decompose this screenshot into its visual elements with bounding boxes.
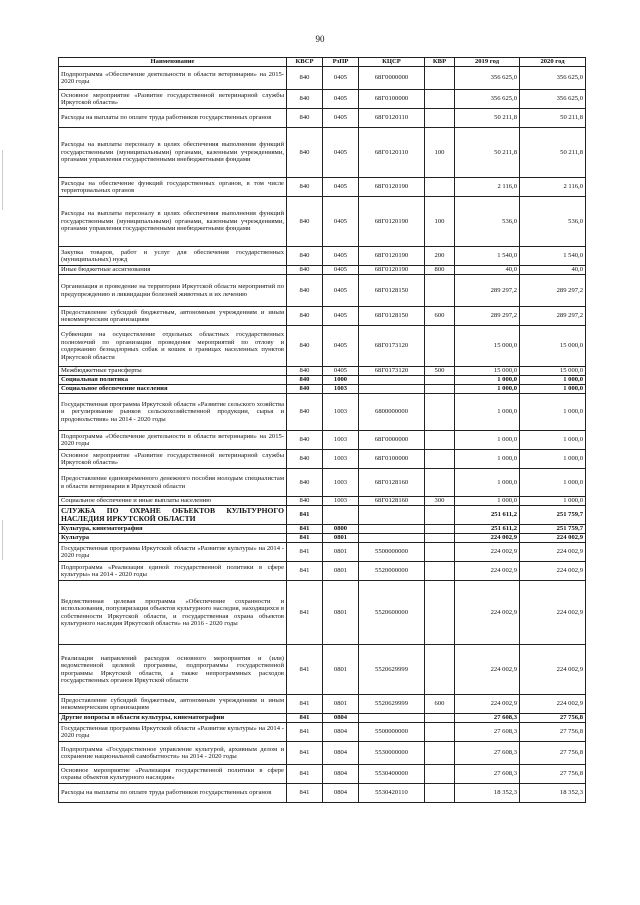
cell-name: Подпрограмма «Государственное управление культурой, архивным делом и сохранение национальной самобытности» на 2014 - 2020 годы [59, 742, 287, 765]
cell-kcsr: 68Г0128160 [359, 497, 425, 506]
cell-kvsr: 840 [287, 376, 323, 385]
cell-kcsr: 68Г0128150 [359, 275, 425, 307]
table-row [59, 784, 586, 803]
cell-rzpr: 0801 [323, 581, 359, 645]
cell-kvsr: 841 [287, 525, 323, 534]
header-rzpr: РзПР [323, 58, 359, 67]
cell-kvr: 100 [425, 197, 455, 247]
cell-rzpr: 0800 [323, 525, 359, 534]
cell-2019: 40,0 [455, 266, 520, 275]
table-row [59, 714, 586, 723]
cell-kcsr: 68Г0120110 [359, 109, 425, 128]
cell-kcsr: 5520629999 [359, 695, 425, 714]
cell-kvsr: 840 [287, 326, 323, 367]
cell-2020: 1 000,0 [520, 394, 586, 431]
cell-rzpr: 0405 [323, 367, 359, 376]
cell-kvr [425, 723, 455, 742]
cell-rzpr: 0804 [323, 714, 359, 723]
cell-kvsr: 840 [287, 367, 323, 376]
cell-kvr [425, 326, 455, 367]
cell-kvr [425, 394, 455, 431]
cell-2019: 50 211,8 [455, 109, 520, 128]
cell-kcsr: 68Г0128160 [359, 469, 425, 497]
cell-rzpr: 0405 [323, 197, 359, 247]
cell-kvr [425, 543, 455, 562]
table-row [59, 497, 586, 506]
table-row [59, 765, 586, 784]
cell-name: Расходы на выплаты по оплате труда работников государственных органов [59, 109, 287, 128]
scan-edge-mark [2, 150, 3, 210]
cell-2020: 27 756,8 [520, 765, 586, 784]
cell-2020: 40,0 [520, 266, 586, 275]
cell-rzpr: 1003 [323, 450, 359, 469]
header-kcsr: КЦСР [359, 58, 425, 67]
table-row [59, 90, 586, 109]
cell-kvr [425, 525, 455, 534]
table-row [59, 376, 586, 385]
cell-2019: 50 211,8 [455, 128, 520, 178]
cell-2020: 1 000,0 [520, 385, 586, 394]
cell-2020: 224 002,9 [520, 543, 586, 562]
cell-kvr [425, 431, 455, 450]
cell-kcsr: 5500000000 [359, 543, 425, 562]
cell-rzpr: 0405 [323, 266, 359, 275]
cell-name: Иные бюджетные ассигнования [59, 266, 287, 275]
cell-2020: 2 116,0 [520, 178, 586, 197]
cell-kvr: 500 [425, 367, 455, 376]
cell-kvsr: 841 [287, 534, 323, 543]
header-name: Наименование [59, 58, 287, 67]
cell-kvr: 200 [425, 247, 455, 266]
cell-name: Расходы на выплаты персоналу в целях обеспечения выполнения функций государственными (муниципальными) органами, казенными учреждениями, органами управления государственными внебюджетными фондами [59, 128, 287, 178]
cell-name: Основное мероприятие «Развитие государственной ветеринарной службы Иркутской области» [59, 90, 287, 109]
cell-rzpr: 0801 [323, 543, 359, 562]
cell-rzpr: 1003 [323, 431, 359, 450]
cell-2020: 27 756,8 [520, 742, 586, 765]
cell-kcsr [359, 506, 425, 525]
cell-2019: 251 611,2 [455, 506, 520, 525]
cell-2020: 1 000,0 [520, 469, 586, 497]
cell-kcsr [359, 525, 425, 534]
cell-kcsr: 68Г0120110 [359, 128, 425, 178]
cell-kvr [425, 534, 455, 543]
table-row [59, 394, 586, 431]
cell-rzpr: 0801 [323, 534, 359, 543]
cell-kvsr: 841 [287, 543, 323, 562]
cell-kcsr: 68Г0120190 [359, 266, 425, 275]
cell-kvsr: 841 [287, 765, 323, 784]
cell-2019: 289 297,2 [455, 275, 520, 307]
cell-rzpr: 0405 [323, 67, 359, 90]
cell-kcsr: 68Г0120190 [359, 197, 425, 247]
cell-2019: 1 000,0 [455, 385, 520, 394]
cell-rzpr: 0405 [323, 128, 359, 178]
cell-name: Основное мероприятие «Реализация государственной политики в сфере охраны объектов культурного наследия» [59, 765, 287, 784]
cell-kvr: 100 [425, 128, 455, 178]
cell-2020: 224 002,9 [520, 534, 586, 543]
cell-2020: 27 756,8 [520, 714, 586, 723]
cell-2020: 50 211,8 [520, 109, 586, 128]
cell-kcsr: 6800000000 [359, 394, 425, 431]
table-row [59, 645, 586, 695]
header-2020: 2020 год [520, 58, 586, 67]
table-row [59, 109, 586, 128]
cell-2020: 15 000,0 [520, 326, 586, 367]
cell-kvr [425, 450, 455, 469]
cell-name: Расходы на выплаты персоналу в целях обеспечения выполнения функций государственными (муниципальными) органами, казенными учреждениями, органами управления государственными внебюджетными фондами [59, 197, 287, 247]
cell-name: Реализация направлений расходов основного мероприятия и (или) ведомственной целевой программы, подпрограммы государственной программы Иркутской области, а также непрограммных расходов государственных органов Иркутской области [59, 645, 287, 695]
cell-kvsr: 841 [287, 506, 323, 525]
cell-kvr [425, 385, 455, 394]
cell-kcsr [359, 385, 425, 394]
cell-kvsr: 840 [287, 266, 323, 275]
table-row [59, 695, 586, 714]
cell-name: Социальная политика [59, 376, 287, 385]
cell-2020: 1 000,0 [520, 497, 586, 506]
cell-2020: 224 002,9 [520, 562, 586, 581]
cell-2020: 50 211,8 [520, 128, 586, 178]
cell-kvsr: 840 [287, 307, 323, 326]
cell-2019: 356 625,0 [455, 90, 520, 109]
header-kvr: КВР [425, 58, 455, 67]
cell-name: Государственная программа Иркутской области «Развитие сельского хозяйства и регулирование рынков сельскохозяйственной продукции, сырья и продовольствия» на 2014 - 2020 годы [59, 394, 287, 431]
cell-kvr: 800 [425, 266, 455, 275]
cell-2019: 251 611,2 [455, 525, 520, 534]
header-2019: 2019 год [455, 58, 520, 67]
table-row [59, 326, 586, 367]
cell-rzpr: 0405 [323, 326, 359, 367]
cell-kvr [425, 784, 455, 803]
cell-2020: 1 000,0 [520, 376, 586, 385]
cell-kvsr: 840 [287, 385, 323, 394]
cell-kvr [425, 67, 455, 90]
table-row [59, 367, 586, 376]
cell-kcsr: 68Г0120190 [359, 247, 425, 266]
cell-rzpr: 0405 [323, 90, 359, 109]
cell-2020: 1 000,0 [520, 450, 586, 469]
cell-rzpr: 1000 [323, 376, 359, 385]
cell-2020: 536,0 [520, 197, 586, 247]
table-row [59, 450, 586, 469]
cell-kvsr: 840 [287, 247, 323, 266]
cell-rzpr: 0405 [323, 247, 359, 266]
table-row [59, 525, 586, 534]
cell-rzpr: 1003 [323, 394, 359, 431]
table-row [59, 543, 586, 562]
cell-2019: 15 000,0 [455, 367, 520, 376]
cell-kvr [425, 469, 455, 497]
cell-kcsr: 5520629999 [359, 645, 425, 695]
cell-kvr [425, 714, 455, 723]
cell-kvr: 600 [425, 695, 455, 714]
cell-rzpr: 0804 [323, 742, 359, 765]
cell-name: Субвенции на осуществление отдельных областных государственных полномочий по организации проведения мероприятий по отлову и содержанию безнадзорных собак и кошек в границах населенных пунктов Иркутской области [59, 326, 287, 367]
cell-name: Социальное обеспечение и иные выплаты населению [59, 497, 287, 506]
cell-2019: 1 000,0 [455, 431, 520, 450]
cell-name: Основное мероприятие «Развитие государственной ветеринарной службы Иркутской области» [59, 450, 287, 469]
cell-kcsr: 68Г0000000 [359, 67, 425, 90]
cell-kcsr: 5530000000 [359, 742, 425, 765]
cell-kcsr: 5530420110 [359, 784, 425, 803]
cell-2019: 1 000,0 [455, 450, 520, 469]
cell-kvsr: 840 [287, 394, 323, 431]
cell-kvsr: 841 [287, 562, 323, 581]
cell-kvr [425, 581, 455, 645]
cell-2019: 289 297,2 [455, 307, 520, 326]
cell-kvsr: 840 [287, 90, 323, 109]
cell-name: Межбюджетные трансферты [59, 367, 287, 376]
table-row [59, 128, 586, 178]
cell-name: Предоставление субсидий бюджетным, автономным учреждениям и иным некоммерческим организациям [59, 695, 287, 714]
cell-kvsr: 840 [287, 431, 323, 450]
cell-2019: 1 000,0 [455, 497, 520, 506]
cell-kvsr: 841 [287, 723, 323, 742]
table-row [59, 581, 586, 645]
cell-rzpr: 1003 [323, 385, 359, 394]
cell-kcsr: 68Г0120190 [359, 178, 425, 197]
cell-kcsr [359, 376, 425, 385]
cell-kcsr [359, 714, 425, 723]
cell-rzpr: 0801 [323, 645, 359, 695]
cell-kvr [425, 178, 455, 197]
table-row [59, 469, 586, 497]
cell-kvr [425, 90, 455, 109]
cell-2020: 224 002,9 [520, 581, 586, 645]
table-row [59, 506, 586, 525]
cell-2020: 356 625,0 [520, 67, 586, 90]
cell-name: Организация и проведение на территории Иркутской области мероприятий по предупреждению и ликвидации болезней животных и их лечению [59, 275, 287, 307]
cell-kvsr: 841 [287, 742, 323, 765]
cell-kcsr: 5530400000 [359, 765, 425, 784]
cell-2019: 1 000,0 [455, 394, 520, 431]
cell-kcsr: 5520000000 [359, 562, 425, 581]
cell-2019: 27 608,3 [455, 765, 520, 784]
cell-2019: 224 002,9 [455, 581, 520, 645]
budget-table [58, 57, 586, 803]
cell-kvsr: 841 [287, 645, 323, 695]
cell-2020: 1 540,0 [520, 247, 586, 266]
cell-kcsr: 68Г0100000 [359, 450, 425, 469]
cell-kvr: 600 [425, 307, 455, 326]
cell-2019: 1 540,0 [455, 247, 520, 266]
cell-2019: 224 002,9 [455, 645, 520, 695]
cell-rzpr [323, 506, 359, 525]
table-row [59, 178, 586, 197]
cell-kvr [425, 275, 455, 307]
scan-edge-mark [2, 520, 3, 560]
cell-rzpr: 0405 [323, 275, 359, 307]
cell-kvsr: 840 [287, 197, 323, 247]
cell-2020: 251 759,7 [520, 506, 586, 525]
cell-kvsr: 840 [287, 67, 323, 90]
cell-kvr [425, 376, 455, 385]
cell-rzpr: 0405 [323, 178, 359, 197]
cell-2019: 1 000,0 [455, 469, 520, 497]
cell-kvsr: 840 [287, 275, 323, 307]
cell-rzpr: 0801 [323, 562, 359, 581]
cell-2019: 18 352,3 [455, 784, 520, 803]
cell-rzpr: 0801 [323, 695, 359, 714]
cell-name: Предоставление субсидий бюджетным, автономным учреждениям и иным некоммерческим организациям [59, 307, 287, 326]
cell-rzpr: 0405 [323, 109, 359, 128]
cell-kvr [425, 109, 455, 128]
cell-name: Государственная программа Иркутской области «Развитие культуры» на 2014 - 2020 годы [59, 543, 287, 562]
table-row [59, 431, 586, 450]
cell-kvsr: 840 [287, 469, 323, 497]
cell-2019: 224 002,9 [455, 534, 520, 543]
cell-2019: 1 000,0 [455, 376, 520, 385]
cell-kcsr: 68Г0173120 [359, 326, 425, 367]
cell-rzpr: 1003 [323, 497, 359, 506]
table-row [59, 742, 586, 765]
cell-2020: 27 756,8 [520, 723, 586, 742]
cell-kvsr: 841 [287, 714, 323, 723]
cell-name: Расходы на выплаты по оплате труда работников государственных органов [59, 784, 287, 803]
cell-2020: 18 352,3 [520, 784, 586, 803]
cell-2019: 536,0 [455, 197, 520, 247]
cell-2020: 224 002,9 [520, 645, 586, 695]
cell-kvsr: 841 [287, 581, 323, 645]
cell-name: Ведомственная целевая программа «Обеспечение сохранности и использования, популяризация объектов культурного наследия, находящихся в собственности Иркутской области, и государственная охрана объектов культурного наследия Иркутской области» на 2016 - 2020 годы [59, 581, 287, 645]
cell-kvr [425, 645, 455, 695]
table-row [59, 534, 586, 543]
cell-rzpr: 1003 [323, 469, 359, 497]
cell-2020: 224 002,9 [520, 695, 586, 714]
cell-2019: 27 608,3 [455, 723, 520, 742]
table-row [59, 197, 586, 247]
table-row [59, 266, 586, 275]
cell-2019: 356 625,0 [455, 67, 520, 90]
cell-kvsr: 840 [287, 128, 323, 178]
cell-2019: 224 002,9 [455, 695, 520, 714]
cell-kcsr: 68Г0173120 [359, 367, 425, 376]
cell-name: Подпрограмма «Обеспечение деятельности в области ветеринарии» на 2015-2020 годы [59, 431, 287, 450]
header-kvsr: КВСР [287, 58, 323, 67]
cell-rzpr: 0804 [323, 784, 359, 803]
cell-2020: 289 297,2 [520, 307, 586, 326]
cell-name: СЛУЖБА ПО ОХРАНЕ ОБЪЕКТОВ КУЛЬТУРНОГО НАСЛЕДИЯ ИРКУТСКОЙ ОБЛАСТИ [59, 506, 287, 525]
table-row [59, 247, 586, 266]
cell-kvsr: 841 [287, 695, 323, 714]
cell-kcsr [359, 534, 425, 543]
cell-2019: 15 000,0 [455, 326, 520, 367]
cell-kvsr: 840 [287, 178, 323, 197]
cell-kcsr: 5520600000 [359, 581, 425, 645]
cell-kcsr: 68Г0128150 [359, 307, 425, 326]
cell-2020: 356 625,0 [520, 90, 586, 109]
cell-2020: 1 000,0 [520, 431, 586, 450]
cell-kvr [425, 562, 455, 581]
table-row [59, 67, 586, 90]
cell-kvr: 300 [425, 497, 455, 506]
cell-name: Другие вопросы в области культуры, кинематографии [59, 714, 287, 723]
cell-name: Закупка товаров, работ и услуг для обеспечения государственных (муниципальных) нужд [59, 247, 287, 266]
page-number: 90 [315, 34, 325, 44]
cell-name: Государственная программа Иркутской области «Развитие культуры» на 2014 - 2020 годы [59, 723, 287, 742]
cell-name: Подпрограмма «Обеспечение деятельности в области ветеринарии» на 2015-2020 годы [59, 67, 287, 90]
cell-kvr [425, 765, 455, 784]
cell-name: Культура, кинематография [59, 525, 287, 534]
cell-kvsr: 841 [287, 784, 323, 803]
cell-2019: 2 116,0 [455, 178, 520, 197]
header-row [59, 58, 586, 67]
cell-kvr [425, 742, 455, 765]
table-row [59, 723, 586, 742]
cell-kcsr: 68Г0000000 [359, 431, 425, 450]
cell-rzpr: 0804 [323, 723, 359, 742]
cell-rzpr: 0405 [323, 307, 359, 326]
cell-rzpr: 0804 [323, 765, 359, 784]
cell-2020: 251 759,7 [520, 525, 586, 534]
cell-name: Предоставление единовременного денежного пособия молодым специалистам в области ветеринарии в Иркутской области [59, 469, 287, 497]
cell-2019: 224 002,9 [455, 543, 520, 562]
cell-name: Социальное обеспечение населения [59, 385, 287, 394]
cell-kvsr: 840 [287, 450, 323, 469]
cell-kcsr: 5500000000 [359, 723, 425, 742]
cell-2019: 27 608,3 [455, 714, 520, 723]
cell-name: Расходы на обеспечение функций государственных органов, в том числе территориальных органов [59, 178, 287, 197]
table-row [59, 385, 586, 394]
cell-kcsr: 68Г0100000 [359, 90, 425, 109]
cell-kvsr: 840 [287, 497, 323, 506]
table-row [59, 562, 586, 581]
cell-name: Подпрограмма «Реализация единой государственной политики в сфере культуры» на 2014 - 2020 годы [59, 562, 287, 581]
cell-name: Культура [59, 534, 287, 543]
table-row [59, 307, 586, 326]
table-row [59, 275, 586, 307]
cell-2020: 289 297,2 [520, 275, 586, 307]
cell-2019: 27 608,3 [455, 742, 520, 765]
cell-2020: 15 000,0 [520, 367, 586, 376]
cell-kvr [425, 506, 455, 525]
cell-kvsr: 840 [287, 109, 323, 128]
cell-2019: 224 002,9 [455, 562, 520, 581]
